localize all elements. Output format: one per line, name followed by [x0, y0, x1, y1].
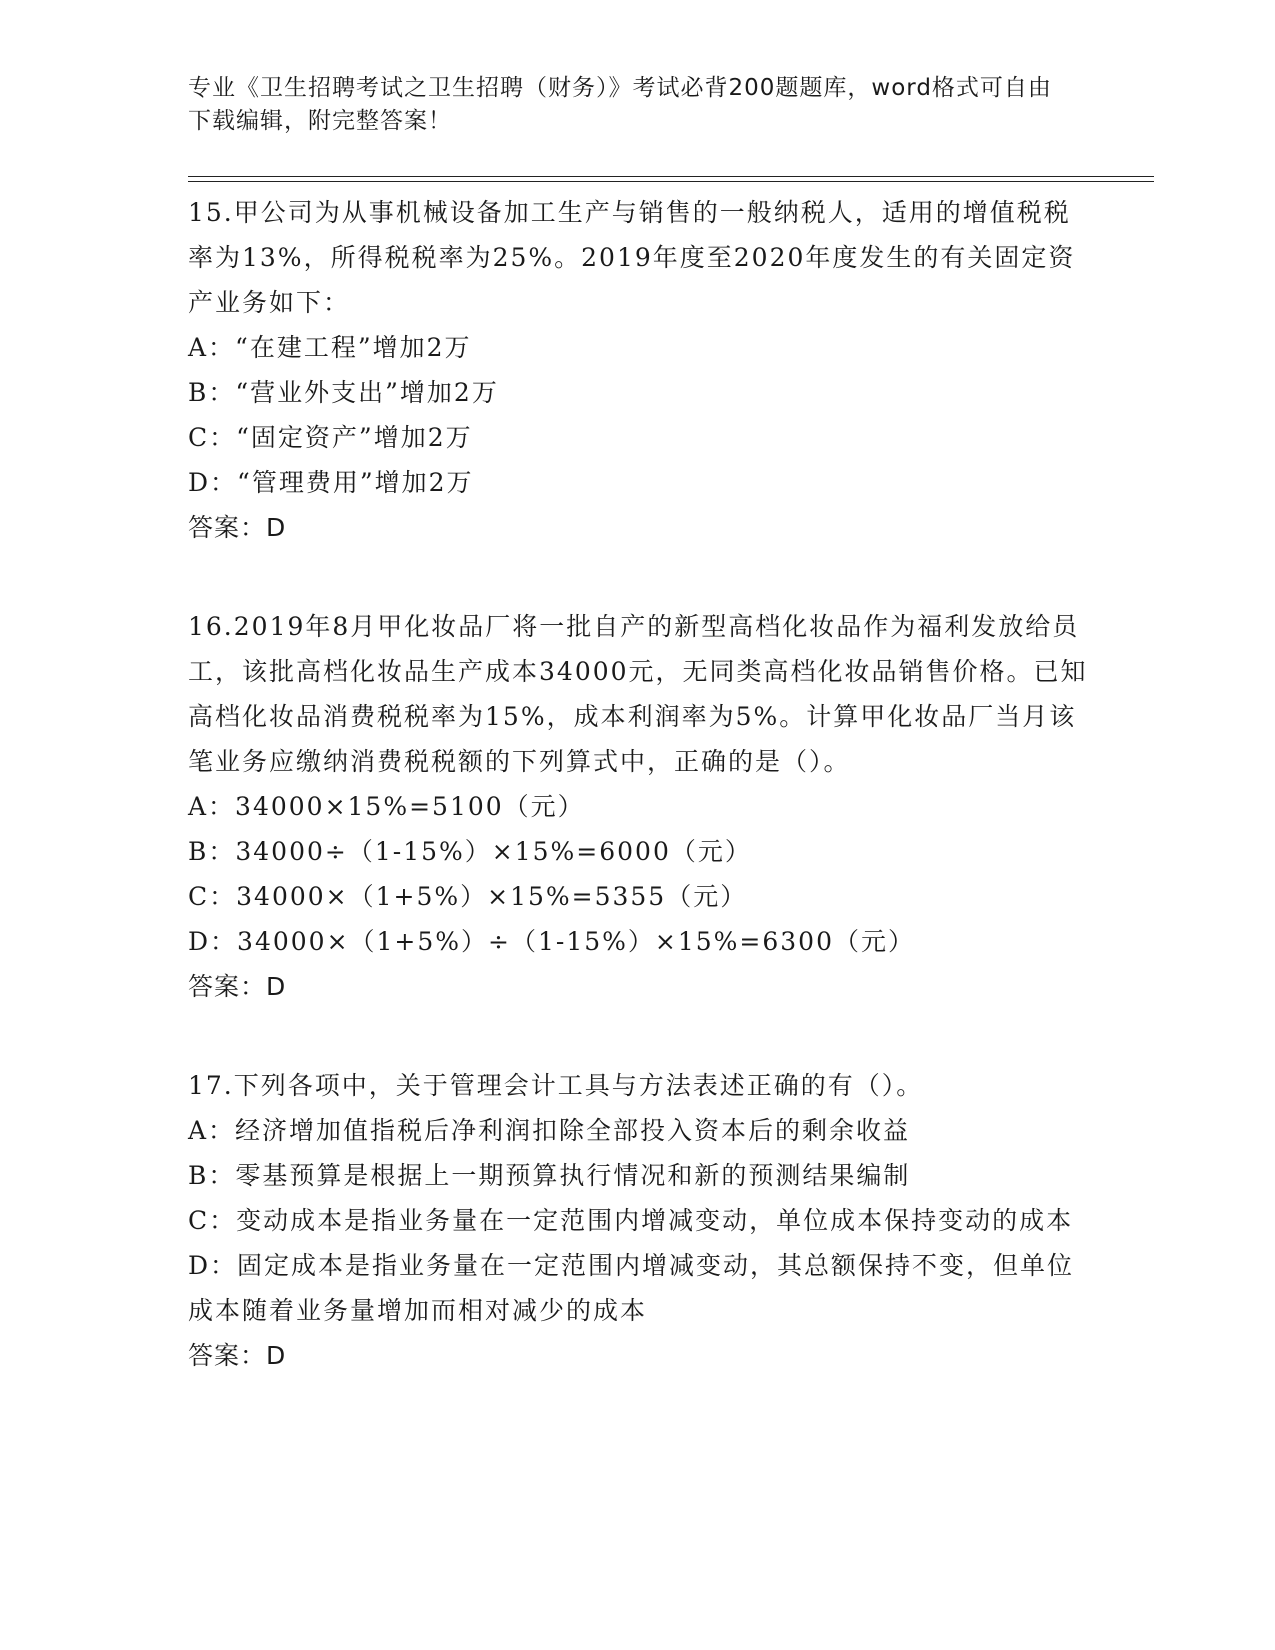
option-a: A：“在建工程”增加2万: [188, 333, 472, 362]
option-a: A：经济增加值指税后净利润扣除全部投入资本后的剩余收益: [188, 1116, 911, 1145]
question-list: [188, 190, 1088, 1432]
option-d: D：“管理费用”增加2万: [188, 468, 474, 497]
question-stem: 16.2019年8月甲化妆品厂将一批自产的新型高档化妆品作为福利发放给员工，该批高档化妆品生产成本34000元，无同类高档化妆品销售价格。已知高档化妆品消费税税率为15%，成本利润率为5%。计算甲化妆品厂当月该笔业务应缴纳消费税税额的下列算式中，正确的是（）。: [188, 612, 1088, 776]
option-d: D：34000×（1+5%）÷（1-15%）×15%=6300（元）: [188, 927, 915, 956]
option-a: A：34000×15%=5100（元）: [188, 792, 585, 821]
header-rule-top: [188, 176, 1154, 177]
option-b: B：零基预算是根据上一期预算执行情况和新的预测结果编制: [188, 1161, 911, 1190]
option-b: B：34000÷（1-15%）×15%=6000（元）: [188, 837, 752, 866]
question-17: [188, 1063, 1088, 1378]
header-rule-bottom: [188, 181, 1154, 182]
document-header: 专业《卫生招聘考试之卫生招聘（财务）》考试必背200题题库，word格式可自由下载编辑，附完整答案！: [188, 75, 1052, 134]
answer-line: 答案：D: [188, 972, 287, 1001]
answer-line: 答案：D: [188, 1341, 287, 1370]
answer-line: 答案：D: [188, 513, 287, 542]
option-c: C：34000×（1+5%）×15%=5355（元）: [188, 882, 748, 911]
question-16: [188, 604, 1088, 1009]
option-d: D：固定成本是指业务量在一定范围内增减变动，其总额保持不变，但单位成本随着业务量增加而相对减少的成本: [188, 1251, 1075, 1325]
question-stem: 15.甲公司为从事机械设备加工生产与销售的一般纳税人，适用的增值税税率为13%，所得税税率为25%。2019年度至2020年度发生的有关固定资产业务如下：: [188, 198, 1076, 317]
question-stem: 17.下列各项中，关于管理会计工具与方法表述正确的有（）。: [188, 1071, 924, 1100]
option-c: C：“固定资产”增加2万: [188, 423, 473, 452]
option-b: B：“营业外支出”增加2万: [188, 378, 499, 407]
question-15: [188, 190, 1088, 550]
option-c: C：变动成本是指业务量在一定范围内增减变动，单位成本保持变动的成本: [188, 1206, 1074, 1235]
